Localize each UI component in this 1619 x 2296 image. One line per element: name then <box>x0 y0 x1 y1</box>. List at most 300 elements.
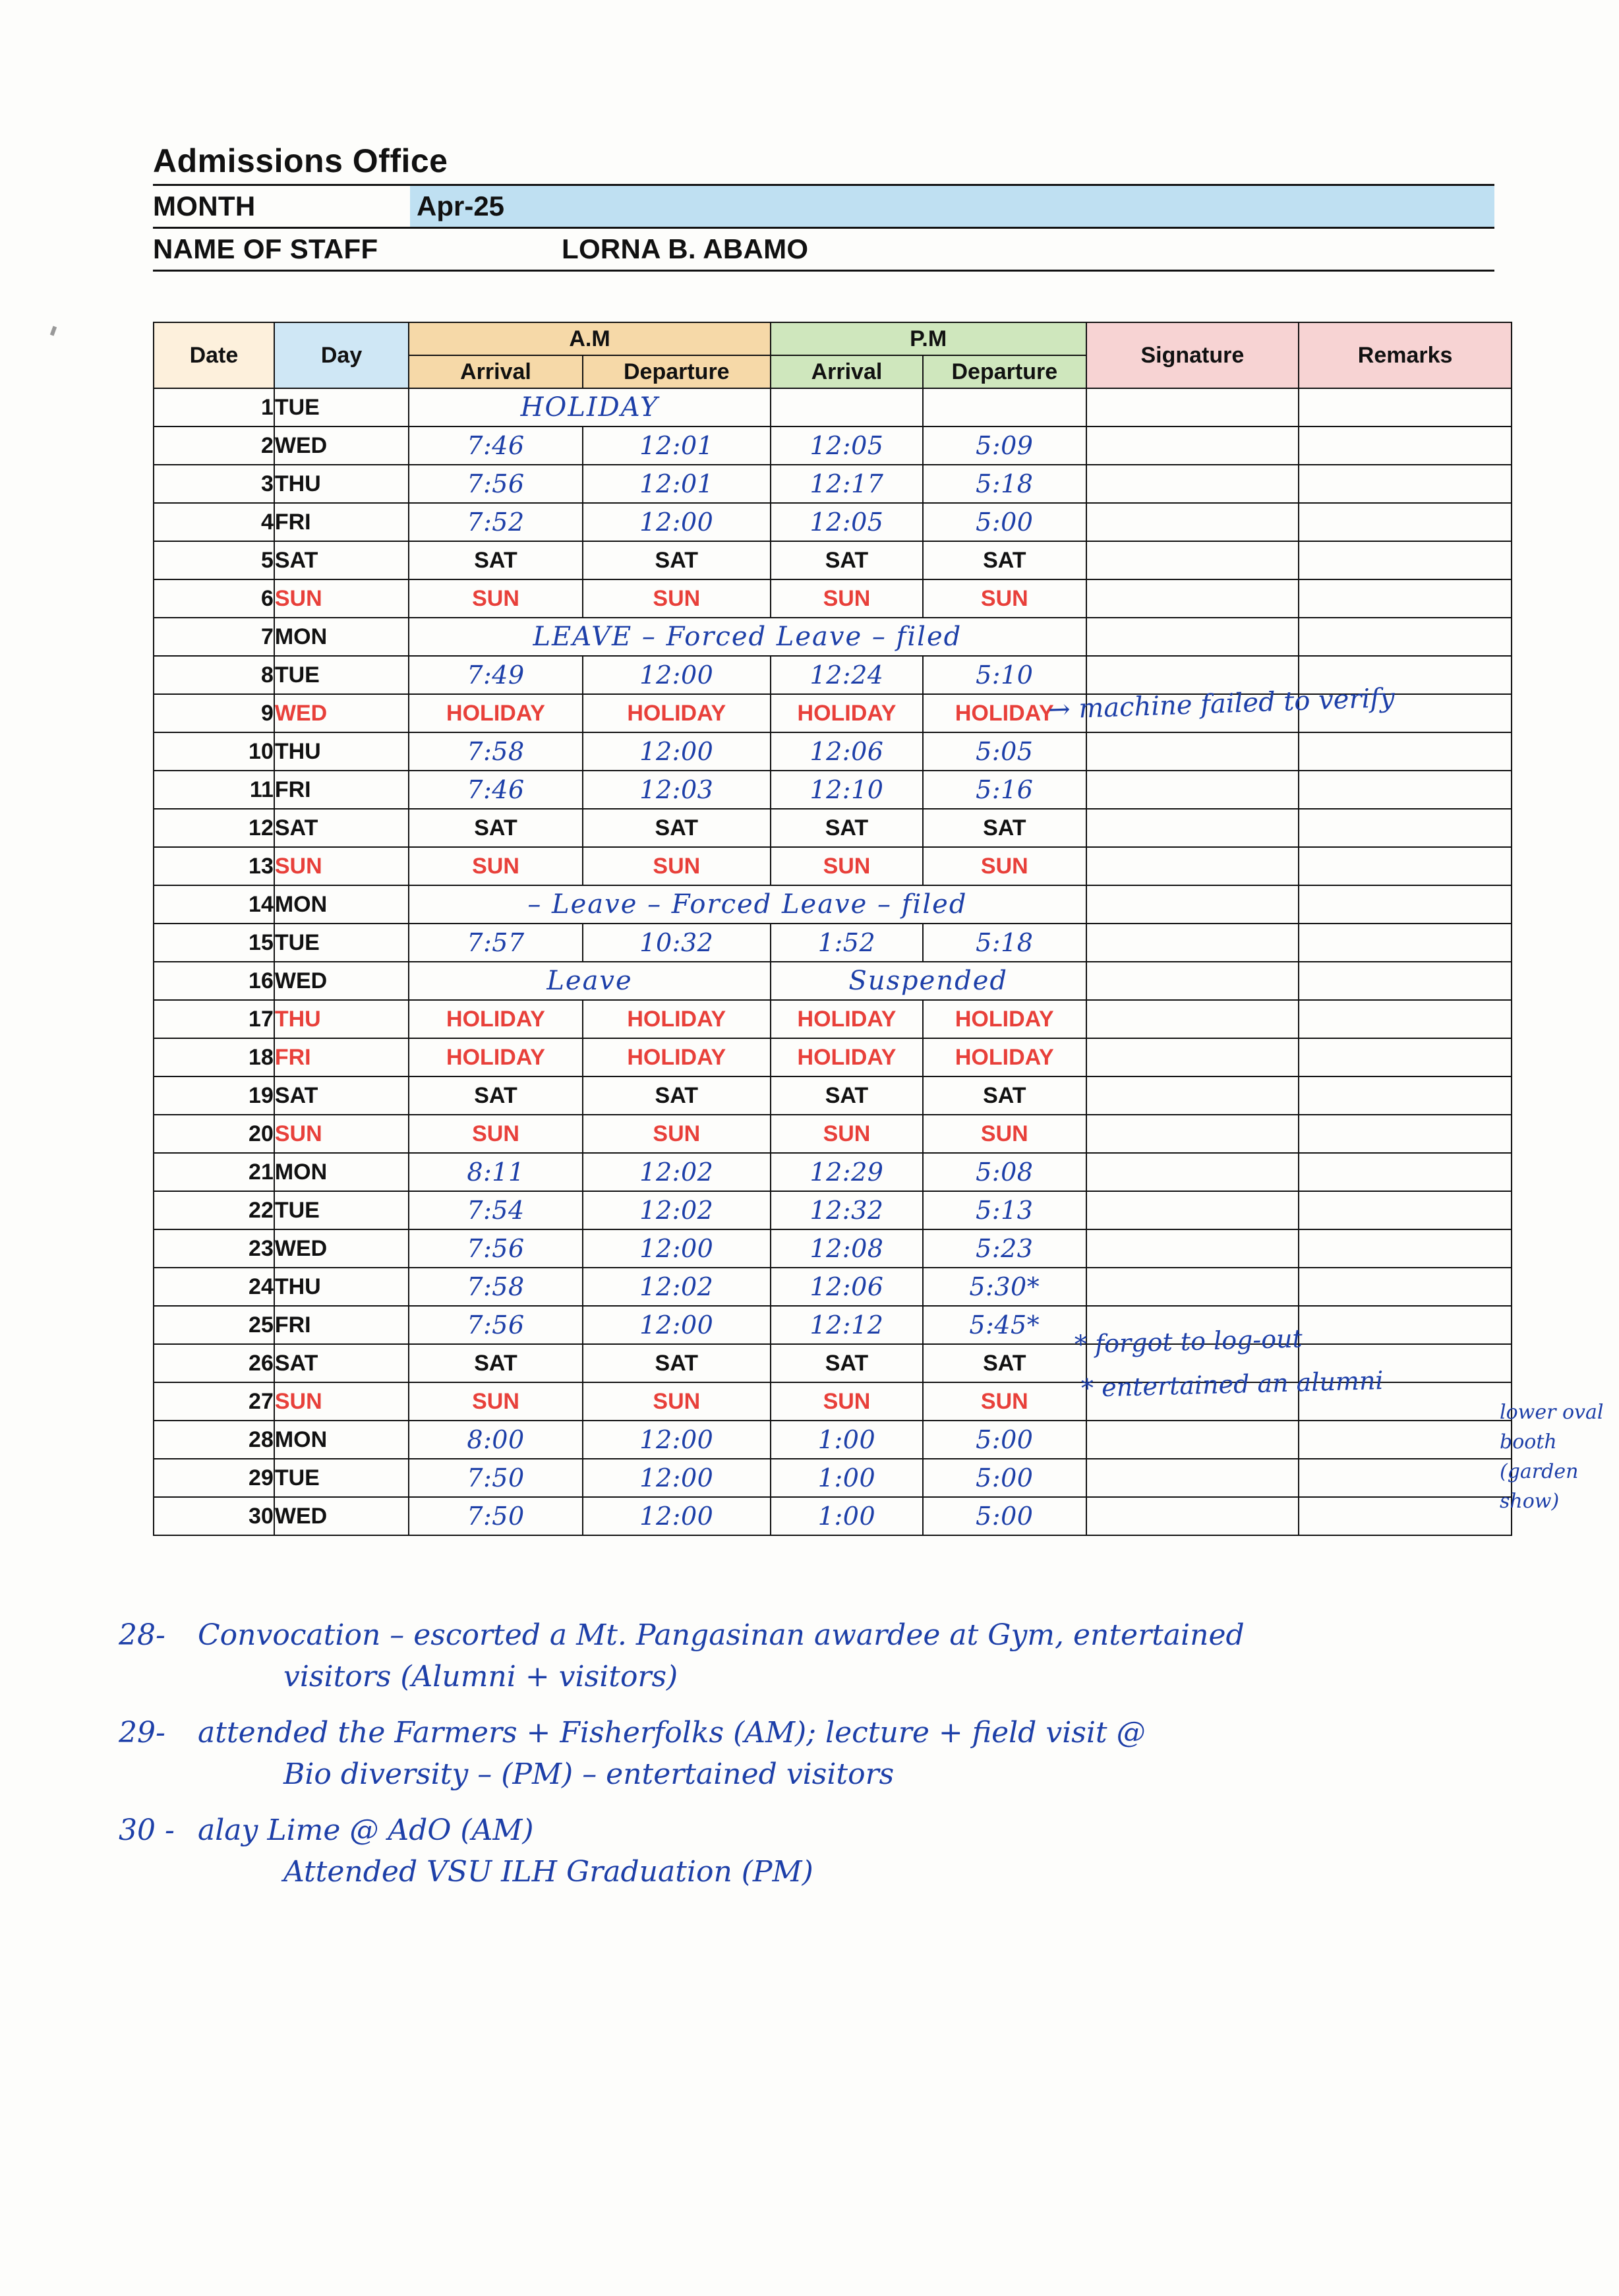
cell-remarks[interactable] <box>1299 1268 1512 1306</box>
cell-date: 5 <box>154 541 274 579</box>
cell-pm-arrival: HOLIDAY <box>771 1038 923 1076</box>
cell-signature[interactable] <box>1086 1000 1299 1038</box>
cell-am-arrival <box>409 732 583 771</box>
footer-note-text: alay Lime @ AdO (AM) <box>198 1813 534 1847</box>
cell-am-departure: HOLIDAY <box>583 1000 771 1038</box>
table-row <box>154 1306 1512 1344</box>
cell-pm-departure <box>923 1459 1086 1497</box>
cell-am-arrival <box>409 1191 583 1229</box>
cell-am-arrival <box>409 924 583 962</box>
table-row <box>154 388 1512 427</box>
cell-pm-departure: SAT <box>923 1344 1086 1382</box>
cell-pm-departure: HOLIDAY <box>923 1038 1086 1076</box>
cell-am-departure <box>583 1153 771 1191</box>
table-row <box>154 732 1512 771</box>
table-body <box>154 388 1512 1535</box>
cell-am-arrival-value: 7:57 <box>467 928 525 957</box>
cell-remarks[interactable] <box>1299 1229 1512 1268</box>
cell-day: TUE <box>274 1191 409 1229</box>
cell-pm-departure <box>923 1268 1086 1306</box>
table-row <box>154 1421 1512 1459</box>
cell-am-departure-value: 12:00 <box>639 1463 714 1492</box>
cell-date: 15 <box>154 924 274 962</box>
cell-date: 21 <box>154 1153 274 1191</box>
cell-remarks[interactable] <box>1299 1115 1512 1153</box>
cell-pm-departure-value: 5:23 <box>976 1234 1034 1263</box>
cell-signature[interactable] <box>1086 924 1299 962</box>
cell-pm-arrival-value: 1:00 <box>817 1425 876 1454</box>
footer-note-line <box>119 1757 1569 1791</box>
cell-day: SAT <box>274 1344 409 1382</box>
cell-am-arrival: SUN <box>409 1115 583 1153</box>
table-row <box>154 885 1512 924</box>
table-row <box>154 1115 1512 1153</box>
cell-pm-arrival-value: 12:32 <box>810 1196 884 1225</box>
cell-pm-departure <box>923 1153 1086 1191</box>
cell-pm-arrival-value: 12:05 <box>810 508 884 537</box>
cell-am-arrival-value: 7:58 <box>467 737 525 766</box>
cell-date: 17 <box>154 1000 274 1038</box>
cell-day: SAT <box>274 809 409 847</box>
cell-pm-departure <box>923 503 1086 541</box>
cell-signature[interactable] <box>1086 579 1299 618</box>
cell-pm-arrival <box>771 427 923 465</box>
cell-signature[interactable] <box>1086 1421 1299 1459</box>
cell-date: 29 <box>154 1459 274 1497</box>
cell-remarks[interactable] <box>1299 885 1512 924</box>
cell-pm-departure: SAT <box>923 541 1086 579</box>
cell-date: 25 <box>154 1306 274 1344</box>
cell-signature[interactable] <box>1086 1191 1299 1229</box>
footer-note-line <box>119 1660 1569 1693</box>
cell-pm-arrival: HOLIDAY <box>771 1000 923 1038</box>
cell-am-arrival: SUN <box>409 1382 583 1421</box>
cell-pm-arrival <box>771 1191 923 1229</box>
cell-day: MON <box>274 885 409 924</box>
cell-date: 10 <box>154 732 274 771</box>
footer-note-text: Convocation – escorted a Mt. Pangasinan awardee at Gym, entertained <box>198 1618 1245 1652</box>
cell-remarks[interactable] <box>1299 465 1512 503</box>
cell-am-arrival-value: 7:58 <box>467 1272 525 1301</box>
cell-am-arrival-value: 7:54 <box>467 1196 525 1225</box>
cell-signature[interactable] <box>1086 427 1299 465</box>
staff-label: NAME OF STAFF <box>153 233 378 264</box>
cell-signature[interactable] <box>1086 962 1299 1000</box>
office-title: Admissions Office <box>153 142 1494 186</box>
cell-remarks[interactable] <box>1299 771 1512 809</box>
table-row <box>154 1000 1512 1038</box>
cell-signature[interactable] <box>1086 1229 1299 1268</box>
cell-pm-arrival <box>771 465 923 503</box>
cell-date: 20 <box>154 1115 274 1153</box>
cell-date: 3 <box>154 465 274 503</box>
cell-remarks[interactable] <box>1299 388 1512 427</box>
table-head <box>154 322 1512 388</box>
cell-am-departure <box>583 1421 771 1459</box>
cell-am-departure-value: 12:00 <box>639 661 714 690</box>
table-row <box>154 1076 1512 1115</box>
cell-date: 24 <box>154 1268 274 1306</box>
cell-am-departure <box>583 771 771 809</box>
cell-pm-arrival-value: 12:08 <box>810 1234 884 1263</box>
cell-day: SUN <box>274 1115 409 1153</box>
cell-pm-arrival: SAT <box>771 541 923 579</box>
handwritten-note: LEAVE – Forced Leave – filed <box>533 622 962 652</box>
table-row <box>154 1191 1512 1229</box>
annotation-side: lower oval booth (garden show) <box>1500 1401 1604 1513</box>
cell-date: 28 <box>154 1421 274 1459</box>
footer-note-text: Attended VSU ILH Graduation (PM) <box>283 1855 813 1889</box>
cell-am-departure: SUN <box>583 847 771 885</box>
cell-am-arrival-value: 8:00 <box>467 1425 525 1454</box>
table-row <box>154 1038 1512 1076</box>
cell-span-note <box>409 885 1086 924</box>
cell-pm-arrival <box>771 1497 923 1535</box>
footer-note-line <box>119 1855 1569 1889</box>
handwritten-note-am: Leave <box>546 966 633 996</box>
cell-date: 26 <box>154 1344 274 1382</box>
cell-am-departure: SAT <box>583 1344 771 1382</box>
cell-pm-departure-value: 5:30* <box>969 1272 1040 1301</box>
cell-am-arrival: SAT <box>409 809 583 847</box>
cell-remarks[interactable] <box>1299 1191 1512 1229</box>
cell-pm-departure <box>923 924 1086 962</box>
col-header-date: Date <box>154 322 274 388</box>
cell-pm-arrival <box>771 656 923 694</box>
cell-pm-arrival-value: 12:06 <box>810 737 884 766</box>
cell-signature[interactable] <box>1086 771 1299 809</box>
cell-day: WED <box>274 1229 409 1268</box>
cell-am-departure: SUN <box>583 579 771 618</box>
cell-signature[interactable] <box>1086 1459 1299 1497</box>
cell-signature[interactable] <box>1086 618 1299 656</box>
dtr-table-wrapper <box>153 322 1512 1536</box>
cell-am-arrival <box>409 771 583 809</box>
cell-pm-arrival-value: 12:12 <box>810 1310 884 1339</box>
table-row <box>154 1153 1512 1191</box>
cell-remarks[interactable] <box>1299 1459 1512 1497</box>
month-label: MONTH <box>153 191 256 221</box>
table-row <box>154 771 1512 809</box>
cell-pm-arrival <box>771 503 923 541</box>
cell-pm-arrival: SUN <box>771 1382 923 1421</box>
cell-pm-arrival <box>771 1153 923 1191</box>
cell-signature[interactable] <box>1086 503 1299 541</box>
col-header-am: A.M <box>409 322 771 355</box>
table-row <box>154 427 1512 465</box>
cell-am-departure-value: 12:02 <box>639 1158 714 1187</box>
cell-pm-arrival-value: 12:10 <box>810 775 884 804</box>
cell-signature[interactable] <box>1086 847 1299 885</box>
cell-signature[interactable] <box>1086 1268 1299 1306</box>
cell-remarks[interactable] <box>1299 1421 1512 1459</box>
cell-am-arrival: SAT <box>409 1076 583 1115</box>
cell-remarks[interactable] <box>1299 924 1512 962</box>
cell-am-arrival-value: 8:11 <box>467 1158 525 1187</box>
cell-am-arrival: SAT <box>409 541 583 579</box>
cell-remarks[interactable] <box>1299 1038 1512 1076</box>
cell-am-departure <box>583 1306 771 1344</box>
cell-pm-arrival-value: 12:29 <box>810 1158 884 1187</box>
cell-am-arrival <box>409 656 583 694</box>
cell-pm-arrival <box>771 1306 923 1344</box>
cell-pm-departure <box>923 465 1086 503</box>
cell-pm-arrival <box>771 1268 923 1306</box>
cell-pm-departure <box>923 1229 1086 1268</box>
cell-remarks[interactable] <box>1299 1306 1512 1344</box>
cell-date: 8 <box>154 656 274 694</box>
dtr-table <box>153 322 1512 1536</box>
cell-am-departure: SUN <box>583 1115 771 1153</box>
cell-day: FRI <box>274 1038 409 1076</box>
cell-am-arrival-value: 7:46 <box>467 775 525 804</box>
col-header-pm: P.M <box>771 322 1086 355</box>
cell-am-departure: SAT <box>583 809 771 847</box>
cell-am-departure: SUN <box>583 1382 771 1421</box>
cell-am-arrival <box>409 1306 583 1344</box>
cell-signature[interactable] <box>1086 732 1299 771</box>
cell-pm-arrival: SUN <box>771 579 923 618</box>
table-row <box>154 847 1512 885</box>
cell-date: 7 <box>154 618 274 656</box>
month-value[interactable]: Apr-25 <box>410 186 1494 227</box>
footer-note-line <box>119 1813 1569 1847</box>
cell-am-departure <box>583 924 771 962</box>
table-row <box>154 962 1512 1000</box>
cell-am-arrival: HOLIDAY <box>409 694 583 732</box>
handwritten-note: – Leave – Forced Leave – filed <box>527 889 968 920</box>
cell-span-note <box>409 618 1086 656</box>
cell-signature[interactable] <box>1086 388 1299 427</box>
cell-am-arrival: SUN <box>409 847 583 885</box>
cell-pm-departure: SUN <box>923 579 1086 618</box>
cell-am-departure-value: 12:00 <box>639 1502 714 1531</box>
table-row <box>154 503 1512 541</box>
annotation-row8: → machine failed to verify <box>1047 682 1396 726</box>
footer-note-text: attended the Farmers + Fisherfolks (AM); lecture + field visit @ <box>198 1716 1146 1750</box>
cell-pm-arrival-value: 12:24 <box>810 661 884 690</box>
cell-date: 16 <box>154 962 274 1000</box>
cell-remarks[interactable] <box>1299 503 1512 541</box>
cell-am-departure: HOLIDAY <box>583 1038 771 1076</box>
cell-am-arrival-value: 7:46 <box>467 431 525 460</box>
cell-pm-arrival <box>771 1229 923 1268</box>
staff-value[interactable]: LORNA B. ABAMO <box>562 233 809 264</box>
cell-pm-departure-value: 5:09 <box>976 431 1034 460</box>
cell-signature[interactable] <box>1086 1038 1299 1076</box>
cell-remarks[interactable] <box>1299 1076 1512 1115</box>
cell-day: THU <box>274 1268 409 1306</box>
cell-am-departure: SAT <box>583 541 771 579</box>
cell-date: 2 <box>154 427 274 465</box>
handwritten-note: HOLIDAY <box>520 392 659 423</box>
cell-pm-departure-value: 5:00 <box>976 1463 1034 1492</box>
cell-am-arrival-value: 7:56 <box>467 469 525 498</box>
cell-remarks[interactable] <box>1299 618 1512 656</box>
cell-signature[interactable] <box>1086 541 1299 579</box>
table-row <box>154 1268 1512 1306</box>
cell-am-arrival <box>409 427 583 465</box>
col-header-signature: Signature <box>1086 322 1299 388</box>
cell-day: FRI <box>274 771 409 809</box>
col-header-am-departure: Departure <box>583 355 771 388</box>
cell-remarks[interactable] <box>1299 1000 1512 1038</box>
cell-signature[interactable] <box>1086 809 1299 847</box>
cell-empty <box>771 388 923 427</box>
cell-remarks[interactable] <box>1299 1153 1512 1191</box>
cell-pm-departure: SUN <box>923 847 1086 885</box>
cell-date: 6 <box>154 579 274 618</box>
cell-am-arrival <box>409 1153 583 1191</box>
cell-am-departure <box>583 732 771 771</box>
cell-am-arrival-value: 7:56 <box>467 1234 525 1263</box>
col-header-remarks: Remarks <box>1299 322 1512 388</box>
handwritten-note-pm: Suspended <box>848 966 1008 996</box>
cell-pm-departure-value: 5:13 <box>976 1196 1034 1225</box>
cell-pm-departure-value: 5:10 <box>976 661 1034 690</box>
cell-pm-departure-value: 5:00 <box>976 1425 1034 1454</box>
cell-am-departure <box>583 1459 771 1497</box>
cell-am-departure <box>583 656 771 694</box>
cell-pm-arrival-value: 12:06 <box>810 1272 884 1301</box>
cell-signature[interactable] <box>1086 465 1299 503</box>
cell-day: FRI <box>274 1306 409 1344</box>
cell-day: FRI <box>274 503 409 541</box>
cell-empty <box>923 388 1086 427</box>
cell-day: SAT <box>274 1076 409 1115</box>
document-header <box>153 142 1494 272</box>
cell-date: 23 <box>154 1229 274 1268</box>
cell-am-departure-value: 12:02 <box>639 1196 714 1225</box>
cell-pm-arrival <box>771 1421 923 1459</box>
cell-date: 11 <box>154 771 274 809</box>
col-header-pm-arrival: Arrival <box>771 355 923 388</box>
cell-day: TUE <box>274 656 409 694</box>
cell-am-arrival <box>409 503 583 541</box>
cell-pm-departure-value: 5:18 <box>976 469 1034 498</box>
cell-pm-departure: SAT <box>923 809 1086 847</box>
cell-remarks[interactable] <box>1299 427 1512 465</box>
cell-remarks[interactable] <box>1299 579 1512 618</box>
cell-am-departure-value: 10:32 <box>639 928 714 957</box>
cell-day: SUN <box>274 579 409 618</box>
cell-am-arrival-value: 7:50 <box>467 1463 525 1492</box>
cell-remarks[interactable] <box>1299 541 1512 579</box>
col-header-pm-departure: Departure <box>923 355 1086 388</box>
cell-signature[interactable] <box>1086 1115 1299 1153</box>
cell-remarks[interactable] <box>1299 962 1512 1000</box>
cell-pm-arrival-value: 1:52 <box>817 928 876 957</box>
cell-pm-departure <box>923 732 1086 771</box>
footer-note-line <box>119 1618 1569 1652</box>
footer-note <box>119 1813 1569 1889</box>
cell-pm-departure <box>923 656 1086 694</box>
cell-remarks[interactable] <box>1299 1497 1512 1535</box>
cell-pm-arrival <box>771 732 923 771</box>
cell-day: WED <box>274 1497 409 1535</box>
cell-am-departure <box>583 465 771 503</box>
cell-am-arrival <box>409 1459 583 1497</box>
cell-am-arrival-value: 7:52 <box>467 508 525 537</box>
cell-date: 1 <box>154 388 274 427</box>
cell-am-arrival: HOLIDAY <box>409 1038 583 1076</box>
table-row <box>154 1497 1512 1535</box>
cell-pm-arrival: SAT <box>771 1076 923 1115</box>
cell-am-departure <box>583 1229 771 1268</box>
annotation-row25: * entertained an alumni <box>1080 1366 1384 1403</box>
cell-day: MON <box>274 1153 409 1191</box>
cell-day: WED <box>274 962 409 1000</box>
cell-day: THU <box>274 465 409 503</box>
cell-day: WED <box>274 694 409 732</box>
cell-pm-departure: SUN <box>923 1382 1086 1421</box>
footer-notes <box>119 1618 1569 1911</box>
footer-note-line <box>119 1716 1569 1750</box>
cell-day: MON <box>274 1421 409 1459</box>
cell-pm-departure-value: 5:05 <box>976 737 1034 766</box>
annotation-row24: * forgot to log-out <box>1074 1324 1303 1359</box>
cell-am-departure <box>583 1268 771 1306</box>
cell-pm-departure <box>923 1191 1086 1229</box>
cell-remarks[interactable] <box>1299 847 1512 885</box>
cell-am-departure-value: 12:00 <box>639 737 714 766</box>
col-header-day: Day <box>274 322 409 388</box>
cell-am-arrival: SUN <box>409 579 583 618</box>
cell-pm-departure-value: 5:00 <box>976 508 1034 537</box>
cell-am-arrival: SAT <box>409 1344 583 1382</box>
col-header-am-arrival: Arrival <box>409 355 583 388</box>
cell-remarks[interactable] <box>1299 732 1512 771</box>
cell-am-departure-value: 12:00 <box>639 1234 714 1263</box>
cell-remarks[interactable] <box>1299 809 1512 847</box>
cell-am-departure <box>583 503 771 541</box>
cell-day: SAT <box>274 541 409 579</box>
table-row <box>154 1459 1512 1497</box>
cell-am-departure-value: 12:00 <box>639 508 714 537</box>
cell-am-departure-value: 12:00 <box>639 1425 714 1454</box>
cell-am-departure <box>583 427 771 465</box>
footer-note <box>119 1716 1569 1791</box>
cell-am-departure <box>583 1497 771 1535</box>
cell-pm-arrival: SAT <box>771 1344 923 1382</box>
cell-pm-arrival <box>771 1459 923 1497</box>
cell-signature[interactable] <box>1086 1497 1299 1535</box>
table-row <box>154 1229 1512 1268</box>
cell-date: 30 <box>154 1497 274 1535</box>
cell-am-arrival-value: 7:50 <box>467 1502 525 1531</box>
cell-am-note <box>409 962 771 1000</box>
cell-date: 19 <box>154 1076 274 1115</box>
cell-signature[interactable] <box>1086 1076 1299 1115</box>
cell-day: THU <box>274 732 409 771</box>
table-row <box>154 541 1512 579</box>
cell-day: THU <box>274 1000 409 1038</box>
cell-am-departure-value: 12:01 <box>639 469 714 498</box>
cell-signature[interactable] <box>1086 1153 1299 1191</box>
cell-am-arrival: HOLIDAY <box>409 1000 583 1038</box>
cell-pm-arrival <box>771 924 923 962</box>
cell-pm-departure <box>923 1306 1086 1344</box>
cell-pm-departure: SAT <box>923 1076 1086 1115</box>
cell-signature[interactable] <box>1086 885 1299 924</box>
cell-pm-arrival-value: 1:00 <box>817 1463 876 1492</box>
cell-am-arrival <box>409 1421 583 1459</box>
cell-pm-departure <box>923 427 1086 465</box>
cell-pm-arrival-value: 12:17 <box>810 469 884 498</box>
footer-note <box>119 1618 1569 1693</box>
cell-am-departure <box>583 1191 771 1229</box>
footer-note-number: 29- <box>119 1716 165 1750</box>
